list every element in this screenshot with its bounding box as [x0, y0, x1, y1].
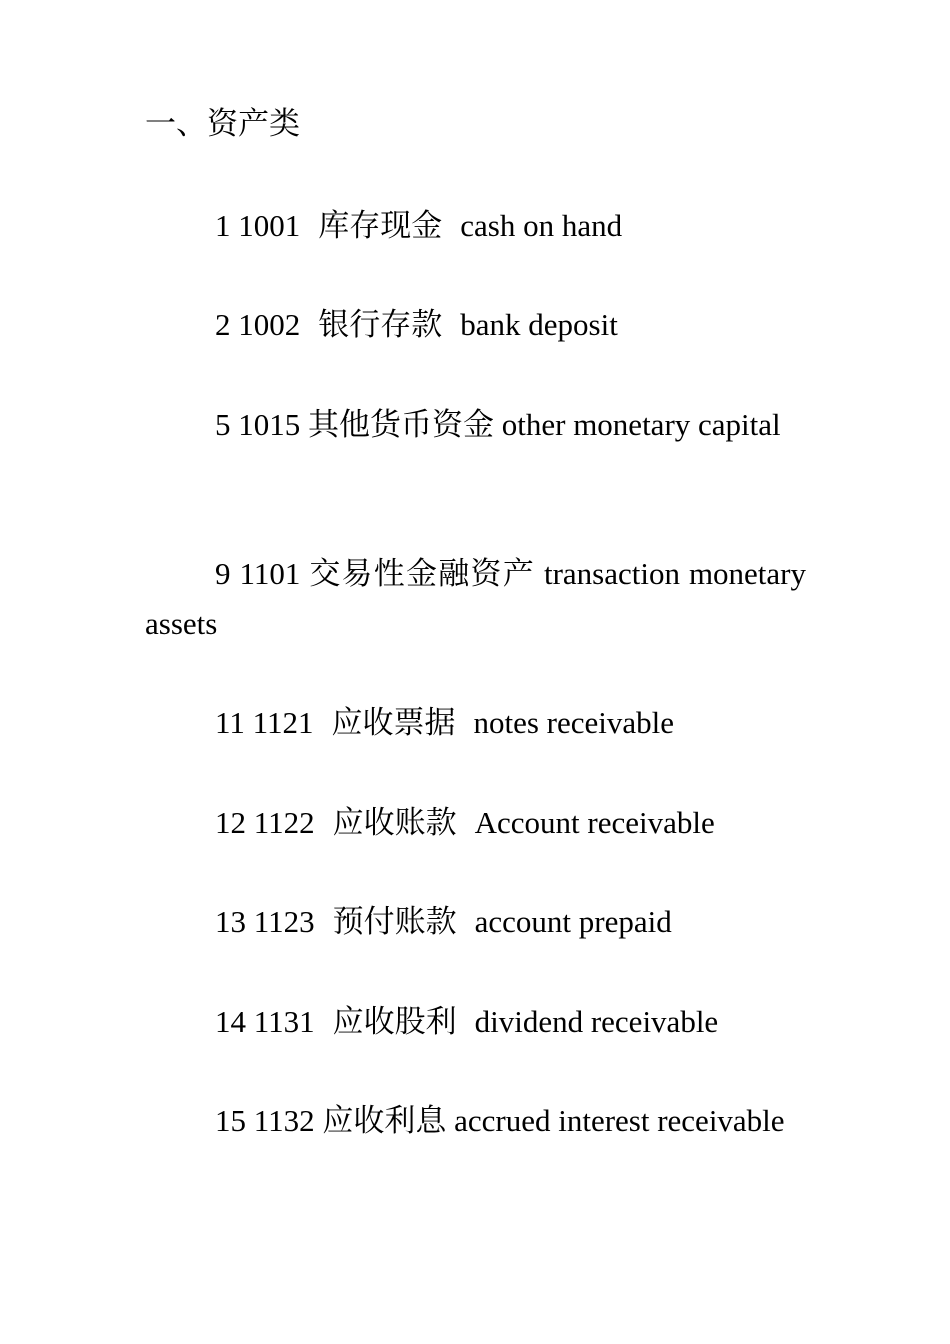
account-name-en: Account receivable — [474, 805, 715, 840]
account-code: 1121 — [252, 705, 314, 740]
account-name-cn: 应收利息 — [322, 1103, 447, 1138]
account-entry — [145, 549, 806, 649]
account-name-en: account prepaid — [474, 904, 672, 939]
section-heading: 一、资产类 — [145, 106, 300, 141]
account-name-cn: 应收账款 — [332, 805, 457, 840]
account-entry — [145, 897, 806, 947]
account-code: 1001 — [238, 208, 301, 243]
account-code: 1132 — [253, 1103, 315, 1138]
account-code: 1122 — [253, 805, 315, 840]
account-name-en: dividend receivable — [474, 1004, 719, 1039]
account-entry — [145, 698, 806, 748]
account-code: 1015 — [238, 407, 301, 442]
account-name-cn: 其他货币资金 — [308, 407, 494, 442]
account-name-en: bank deposit — [460, 307, 618, 342]
entry-number: 12 — [215, 805, 246, 840]
account-name-cn: 应收股利 — [332, 1004, 457, 1039]
account-entry — [145, 1096, 806, 1146]
entry-number: 13 — [215, 904, 246, 939]
account-name-cn: 交易性金融资产 — [309, 556, 535, 591]
account-name-en: notes receivable — [473, 705, 674, 740]
account-name-en: transaction monetary assets — [145, 556, 807, 641]
account-name-en: cash on hand — [460, 208, 623, 243]
entry-number: 5 — [215, 407, 231, 442]
entry-number: 2 — [215, 307, 231, 342]
account-name-cn: 库存现金 — [318, 208, 443, 243]
entry-number: 11 — [215, 705, 245, 740]
account-code: 1002 — [238, 307, 301, 342]
account-code: 1131 — [253, 1004, 315, 1039]
entry-number: 15 — [215, 1103, 246, 1138]
entry-number: 14 — [215, 1004, 246, 1039]
account-entry — [145, 997, 806, 1047]
entry-number: 9 — [215, 556, 231, 591]
account-code: 1101 — [239, 556, 301, 591]
entry-number: 1 — [215, 208, 231, 243]
account-name-cn: 预付账款 — [332, 904, 457, 939]
account-name-en: other monetary capital — [501, 407, 781, 442]
account-name-cn: 银行存款 — [318, 307, 443, 342]
account-name-cn: 应收票据 — [331, 705, 456, 740]
account-entry — [145, 400, 806, 450]
account-entry — [145, 798, 806, 848]
account-entry — [145, 201, 806, 251]
account-code: 1123 — [253, 904, 315, 939]
account-name-en: accrued interest receivable — [454, 1103, 785, 1138]
account-entry — [145, 300, 806, 350]
